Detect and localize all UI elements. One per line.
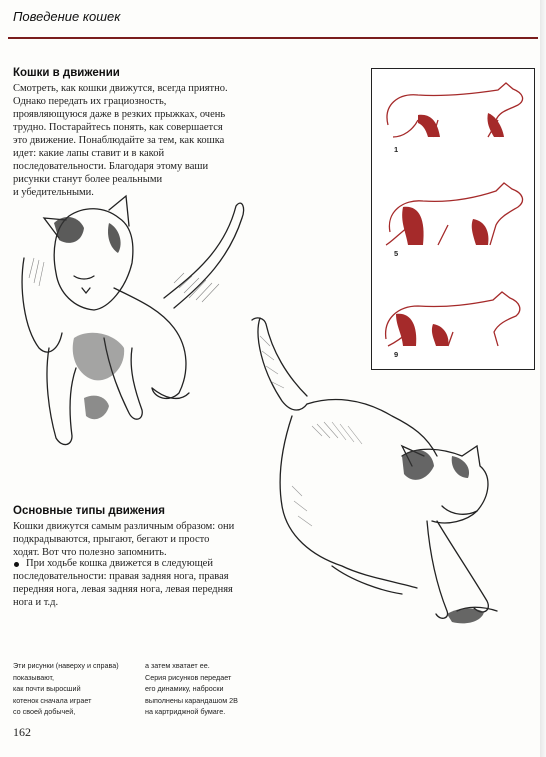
section-heading-cats-in-motion: Кошки в движении: [13, 67, 120, 79]
page-edge: [540, 0, 546, 757]
running-header: Поведение кошек: [13, 9, 121, 24]
header-rule: [8, 37, 538, 39]
movement-types-paragraph: Кошки движутся самым различным образом: они подкрадываются, прыгают, бегают и просто ходят. Вот что полезно запомнить.: [13, 521, 235, 558]
walk-sequence-frame-5: [378, 177, 528, 252]
kitten-leaping-sketch: [14, 198, 246, 453]
frame-label-9: 9: [394, 350, 399, 359]
section-intro-paragraph: Смотреть, как кошки движутся, всегда приятно. Однако передать их грациозность, проявляющуюся даже в резких прыжках, очень трудно. Постарайтесь понять, как совершается это движение. Понаблюдайте за тем, как кошка идет: какие лапы ставит и в какой последовательности. Благодаря этому ваши рисунки станут более реальными и убедительными.: [13, 83, 228, 198]
caption-left: Эти рисунки (наверху и справа) показывают, как почти выросший котенок сначала играет со своей добычей,: [13, 661, 119, 716]
frame-label-5: 5: [394, 249, 399, 258]
walking-sequence-bullet: При ходьбе кошка движется в следующей последовательности: правая задняя нога, правая передняя нога, левая задняя нога, левая передняя нога и т.д.: [13, 558, 233, 608]
page-number: 162: [13, 725, 31, 739]
section-heading-movement-types: Основные типы движения: [13, 505, 165, 517]
frame-label-1: 1: [394, 145, 399, 154]
caption-right: а затем хватает ее. Серия рисунков передает его динамику, наброски выполнены карандашом 2В на картриджной бумаге.: [145, 661, 238, 716]
walk-sequence-frame-1: [378, 75, 528, 145]
